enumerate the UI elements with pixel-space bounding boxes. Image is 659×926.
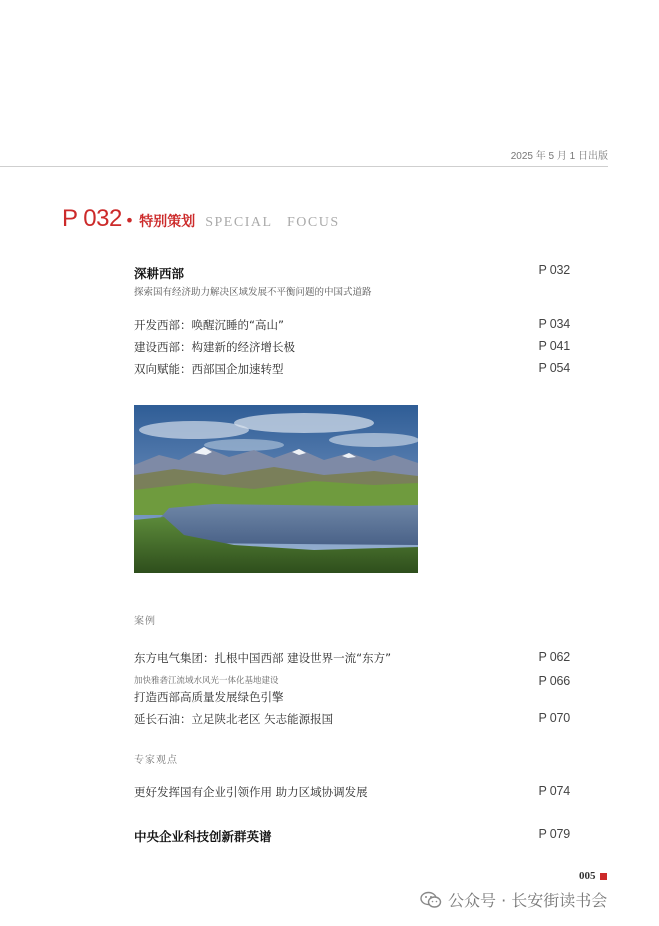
landscape-photo (134, 405, 418, 573)
lead-text (134, 263, 372, 298)
publish-date: 2025 年 5 月 1 日出版 (510, 151, 608, 162)
toc-entry-final[interactable] (134, 827, 570, 845)
toc-title: 打造西部高质量发展绿色引擎 (134, 690, 284, 704)
toc-page: P 054 (538, 361, 570, 375)
folio-square (600, 873, 607, 880)
page-folio (579, 870, 607, 882)
toc-kicker: 加快雅砻江流域水风光一体化基地建设 (134, 676, 279, 686)
toc-title: 中央企业科技创新群英谱 (134, 829, 272, 844)
toc-entry[interactable] (134, 317, 570, 333)
toc-title: 双向赋能：西部国企加速转型 (134, 362, 284, 376)
wechat-icon (420, 891, 442, 909)
toc-page: P 074 (538, 784, 570, 798)
lead-subtitle: 探索国有经济助力解决区域发展不平衡问题的中国式道路 (134, 287, 372, 298)
toc-entry[interactable] (134, 711, 570, 727)
section-dot: • (124, 211, 135, 230)
section-title-cn: 特别策划 (139, 214, 196, 230)
toc-title: 建设西部：构建新的经济增长极 (134, 340, 295, 354)
toc-page: P 041 (538, 339, 570, 353)
toc-page: P 079 (538, 827, 570, 841)
section-page: P 032 (62, 205, 122, 232)
toc-entry[interactable] (134, 361, 570, 377)
toc-title: 延长石油：立足陕北老区 矢志能源报国 (134, 712, 334, 726)
category-cases: 案例 (134, 616, 156, 627)
toc-page: P 062 (538, 650, 570, 664)
section-heading (62, 205, 340, 239)
toc-page: P 034 (538, 317, 570, 331)
lead-title: 深耕西部 (134, 266, 185, 281)
toc-title: 东方电气集团：扎根中国西部 建设世界一流“东方” (134, 651, 392, 665)
lead-entry[interactable] (134, 263, 570, 298)
toc-title: 更好发挥国有企业引领作用 助力区域协调发展 (134, 785, 368, 799)
section-title-en: SPECIAL FOCUS (205, 215, 340, 230)
toc-text (134, 674, 284, 705)
toc-page: P 066 (538, 674, 570, 688)
toc-title: 开发西部：唤醒沉睡的“高山” (134, 318, 284, 332)
toc-entry[interactable] (134, 339, 570, 355)
folio-number: 005 (579, 870, 596, 882)
toc-page: P 070 (538, 711, 570, 725)
category-experts: 专家观点 (134, 755, 178, 766)
watermark-text: 公众号 · 长安街读书会 (448, 891, 608, 910)
toc-entry[interactable] (134, 784, 570, 800)
toc-entry[interactable] (134, 650, 570, 666)
header-rule (0, 166, 608, 167)
lead-page: P 032 (538, 263, 570, 277)
toc-entry[interactable] (134, 674, 570, 705)
watermark (420, 888, 607, 911)
